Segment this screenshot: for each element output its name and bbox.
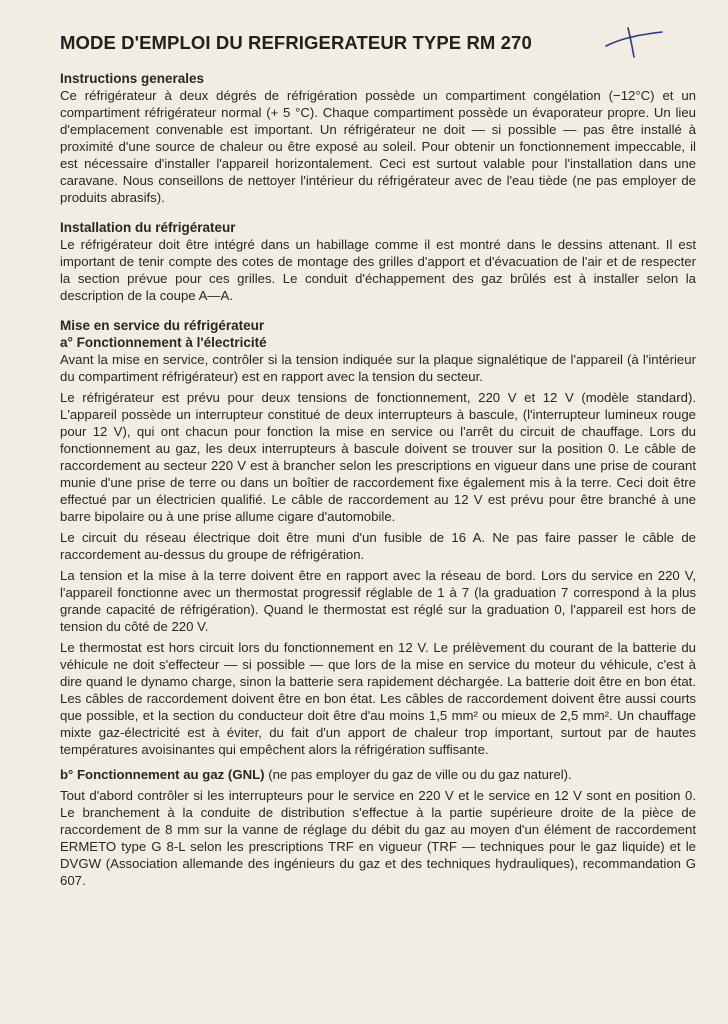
section-heading-mise-en-service: Mise en service du réfrigérateur bbox=[60, 318, 265, 333]
gas-subheading-note: (ne pas employer du gaz de ville ou du gaz naturel). bbox=[264, 767, 572, 782]
general-instructions-text: Ce réfrigérateur à deux dégrés de réfrigération possède un compartiment congélation (−12°C) et un compartiment réfrigérateur normal (+ 5 °C). Chaque compartiment possède un évaporateur propre. Un lieu d'emplacement convenable est important. Un réfrigérateur ne doit — si possible — pas être installé à proximité d'une source de chaleur ou être exposé au soleil. Pour obtenir un fonctionnement impeccable, il est nécessaire d'installer l'appareil horizontalement. Ceci est surtout valable pour l'installation dans une caravane. Nous conseillons de nettoyer l'intérieur du réfrigérateur avec de l'eau tiède (ne pas employer de produits abrasifs). bbox=[60, 88, 696, 205]
electricity-paragraph-3: Le circuit du réseau électrique doit être muni d'un fusible de 16 A. Ne pas faire passer le câble de raccordement au-dessus du groupe de réfrigération. bbox=[60, 530, 696, 562]
electricity-paragraph-1: Avant la mise en service, contrôler si la tension indiquée sur la plaque signalétique de l'appareil (à l'intérieur du compartiment réfrigérateur) est en rapport avec la tension du secteur. bbox=[60, 352, 696, 384]
electricity-paragraph-2: Le réfrigérateur est prévu pour deux tensions de fonctionnement, 220 V et 12 V (modèle standard). L'appareil possède un interrupteur constitué de deux interrupteurs à bascule, (l'interrupteur lumineux rouge pour 12 V), qui ont chacun pour fonction la mise en service ou l'arrêt du circuit de chauffage. Lors du fonctionnement au gaz, les deux interrupteurs à bascule doivent se trouver sur la position 0. Le câble de raccordement au secteur 220 V est à brancher selon les prescriptions en vigueur dans une prise de courant munie d'une prise de terre ou dans un boîtier de raccordement fixe également mis à la terre. Ceci doit être effectué par un électricien qualifié. Le câble de raccordement au 12 V est prévu pour être branché à une barre bipolaire ou à une prise allume cigare d'automobile. bbox=[60, 390, 696, 524]
section-heading-general: Instructions generales bbox=[60, 71, 205, 86]
electricity-paragraph-4: La tension et la mise à la terre doivent être en rapport avec la réseau de bord. Lors du service en 220 V, l'appareil fonctionne avec un thermostat progressif réglable de 1 à 7 (la graduation 7 correspond à la plus grande capacité de réfrigération). Quand le thermostat est réglé sur la graduation 0, l'appareil est hors de tension du côté de 220 V. bbox=[60, 568, 696, 634]
handwritten-cross-mark bbox=[602, 26, 666, 60]
subheading-electricity: a° Fonctionnement à l'électricité bbox=[60, 335, 267, 350]
page-title: MODE D'EMPLOI DU REFRIGERATEUR TYPE RM 270 bbox=[60, 32, 532, 53]
gas-subheading-line bbox=[60, 766, 696, 783]
title-row bbox=[60, 28, 696, 62]
section-heading-installation: Installation du réfrigérateur bbox=[60, 220, 236, 235]
electricity-paragraph-5: Le thermostat est hors circuit lors du fonctionnement en 12 V. Le prélèvement du courant de la batterie du véhicule ne doit s'effecteur — si possible — que lors de la mise en service du moteur du véhicule, c'est à dire quand le dynamo charge, sinon la batterie sera rapidement déchargée. La batterie doit être en bon état. Les câbles de raccordement doivent être en bon état. Les câbles de raccordement doivent être aussi courts que possible, et la section du conducteur doit être d'au moins 1,5 mm² ou mieux de 2,5 mm². Un chauffage mixte gaz-électricité est à éviter, du fait d'un apport de chaleur trop important, surtout par de hautes températures avoisinantes qui empêchent alors la réfrigération suffisante. bbox=[60, 640, 696, 757]
subheading-gas: b° Fonctionnement au gaz (GNL) bbox=[60, 767, 265, 782]
gas-paragraph: Tout d'abord contrôler si les interrupteurs pour le service en 220 V et le service en 12 V sont en position 0. Le branchement à la conduite de distribution s'effectue à la partie supérieure droite de la pièce de raccordement de 8 mm sur la vanne de réglage du débit du gaz au moyen d'un élément de raccordement ERMETO type G 8-L selon les prescriptions TRF en vigueur (TRF — techniques pour le gaz liquide) et le DVGW (Association allemande des ingénieurs du gaz et des techniques hydrauliques), recommandation G 607. bbox=[60, 788, 696, 888]
installation-text: Le réfrigérateur doit être intégré dans un habillage comme il est montré dans le dessins attenant. Il est important de tenir compte des cotes de montage des grilles d'apport et d'évacuation de l'air et de respecter la section prévue pour ces grilles. Le conduit d'échappement des gaz brûlés est à installer selon la description de la coupe A—A. bbox=[60, 237, 696, 303]
